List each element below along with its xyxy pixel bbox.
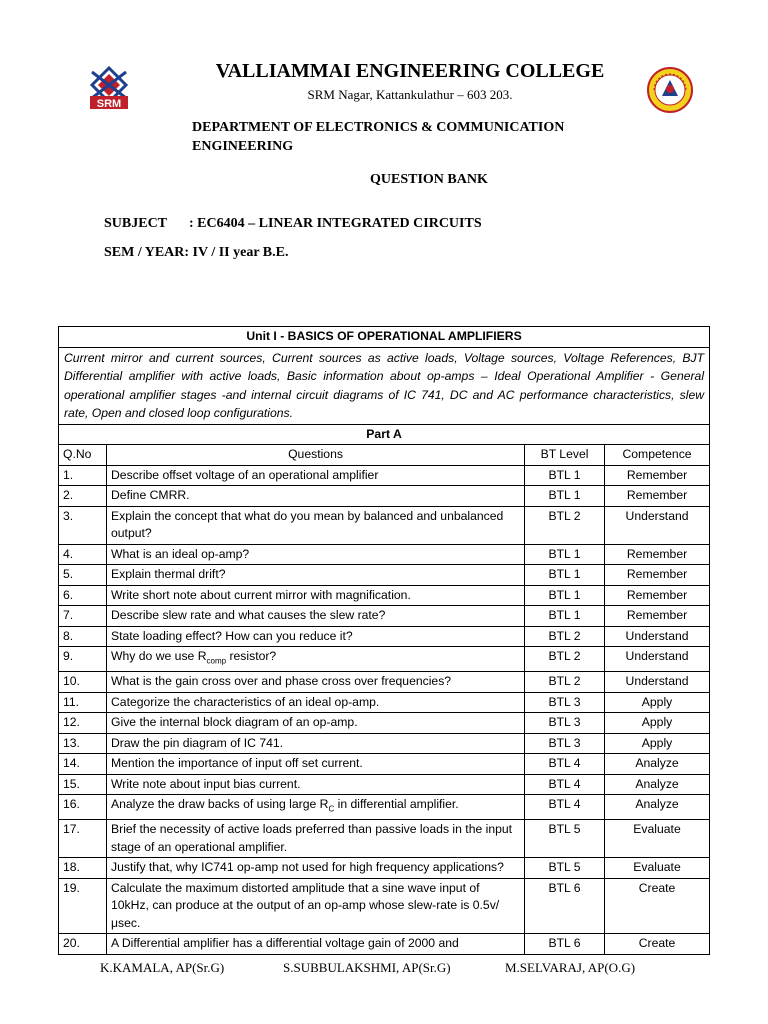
question-number: 15. <box>59 774 107 795</box>
bt-level: BTL 2 <box>525 506 605 544</box>
subscript: comp <box>206 656 227 666</box>
table-row <box>59 934 710 955</box>
question-number: 14. <box>59 754 107 775</box>
question-number: 3. <box>59 506 107 544</box>
table-row <box>59 820 710 858</box>
question-number: 8. <box>59 626 107 647</box>
college-name: VALLIAMMAI ENGINEERING COLLEGE <box>215 60 605 82</box>
col-header-competence: Competence <box>605 445 710 466</box>
question-number: 4. <box>59 544 107 565</box>
question-text: What is the gain cross over and phase cross over frequencies? <box>107 672 525 693</box>
competence: Analyze <box>605 795 710 820</box>
table-row <box>59 506 710 544</box>
table-row <box>59 672 710 693</box>
question-text: Draw the pin diagram of IC 741. <box>107 733 525 754</box>
competence: Understand <box>605 672 710 693</box>
table-row <box>59 626 710 647</box>
question-text-part: Why do we use R <box>111 649 207 664</box>
competence: Apply <box>605 713 710 734</box>
question-text: Write short note about current mirror with magnification. <box>107 585 525 606</box>
col-header-qno: Q.No <box>59 445 107 466</box>
subject-label: SUBJECT <box>104 216 168 231</box>
competence: Understand <box>605 647 710 672</box>
question-number: 10. <box>59 672 107 693</box>
unit-title: Unit I - BASICS OF OPERATIONAL AMPLIFIERS <box>59 327 710 348</box>
question-rows <box>59 465 710 954</box>
table-row <box>59 754 710 775</box>
question-text: Brief the necessity of active loads preferred than passive loads in the input stage of an operational amplifier. <box>107 820 525 858</box>
question-number: 17. <box>59 820 107 858</box>
table-row <box>59 606 710 627</box>
table-row <box>59 486 710 507</box>
table-row <box>59 465 710 486</box>
question-text: State loading effect? How can you reduce it? <box>107 626 525 647</box>
bt-level: BTL 6 <box>525 934 605 955</box>
table-row <box>59 585 710 606</box>
part-label: Part A <box>59 424 710 445</box>
question-text: Describe slew rate and what causes the slew rate? <box>107 606 525 627</box>
question-text: What is an ideal op-amp? <box>107 544 525 565</box>
question-number: 1. <box>59 465 107 486</box>
question-text: Calculate the maximum distorted amplitude that a sine wave input of 10kHz, can produce at the output of an op-amp whose slew-rate is 0.5v/μsec. <box>107 878 525 934</box>
competence: Remember <box>605 606 710 627</box>
competence: Apply <box>605 692 710 713</box>
unit-syllabus: Current mirror and current sources, Current sources as active loads, Voltage sources, Voltage References, BJT Differential amplifier with active loads, Basic information about op-amps – Ideal Operational Amplifier - General operational amplifier stages -and internal circuit diagrams of IC 741, DC and AC performance characteristics, slew rate, Open and closed loop configurations. <box>59 347 710 424</box>
question-table <box>58 326 710 955</box>
table-row <box>59 647 710 672</box>
bt-level: BTL 1 <box>525 465 605 486</box>
question-number: 11. <box>59 692 107 713</box>
competence: Remember <box>605 585 710 606</box>
competence: Evaluate <box>605 858 710 879</box>
bt-level: BTL 3 <box>525 733 605 754</box>
question-number: 16. <box>59 795 107 820</box>
srm-logo <box>86 66 132 110</box>
table-row <box>59 878 710 934</box>
question-text: Define CMRR. <box>107 486 525 507</box>
question-number: 9. <box>59 647 107 672</box>
question-text: Mention the importance of input off set current. <box>107 754 525 775</box>
bt-level: BTL 5 <box>525 820 605 858</box>
bt-level: BTL 2 <box>525 626 605 647</box>
question-text: Justify that, why IC741 op-amp not used for high frequency applications? <box>107 858 525 879</box>
competence: Analyze <box>605 774 710 795</box>
question-text <box>107 647 525 672</box>
col-header-questions: Questions <box>107 445 525 466</box>
syllabus-row <box>59 347 710 424</box>
competence: Evaluate <box>605 820 710 858</box>
unit-title-row <box>59 327 710 348</box>
question-text: Explain thermal drift? <box>107 565 525 586</box>
question-text: Describe offset voltage of an operational amplifier <box>107 465 525 486</box>
competence: Create <box>605 934 710 955</box>
question-text: Write note about input bias current. <box>107 774 525 795</box>
table-row <box>59 713 710 734</box>
competence: Remember <box>605 565 710 586</box>
competence: Understand <box>605 626 710 647</box>
bt-level: BTL 1 <box>525 565 605 586</box>
department-line-1: DEPARTMENT OF ELECTRONICS & COMMUNICATION <box>192 120 565 135</box>
question-number: 7. <box>59 606 107 627</box>
doc-type: QUESTION BANK <box>370 172 488 187</box>
bt-level: BTL 3 <box>525 713 605 734</box>
header-row <box>59 445 710 466</box>
competence: Create <box>605 878 710 934</box>
bt-level: BTL 3 <box>525 692 605 713</box>
bt-level: BTL 5 <box>525 858 605 879</box>
question-number: 12. <box>59 713 107 734</box>
bt-level: BTL 4 <box>525 754 605 775</box>
author-2: S.SUBBULAKSHMI, AP(Sr.G) <box>283 960 451 975</box>
question-number: 5. <box>59 565 107 586</box>
srm-logo-text: SRM <box>96 98 122 110</box>
table-row <box>59 795 710 820</box>
bt-level: BTL 2 <box>525 647 605 672</box>
table-row <box>59 774 710 795</box>
table-row <box>59 692 710 713</box>
department <box>192 118 564 156</box>
question-text-part: resistor? <box>226 649 277 664</box>
question-text: Categorize the characteristics of an ideal op-amp. <box>107 692 525 713</box>
question-number: 6. <box>59 585 107 606</box>
question-text-part: in differential amplifier. <box>334 797 459 812</box>
competence: Apply <box>605 733 710 754</box>
bt-level: BTL 1 <box>525 486 605 507</box>
bt-level: BTL 4 <box>525 774 605 795</box>
table-row <box>59 858 710 879</box>
sem-year: SEM / YEAR: IV / II year B.E. <box>104 245 289 260</box>
competence: Remember <box>605 465 710 486</box>
bt-level: BTL 1 <box>525 585 605 606</box>
competence: Remember <box>605 544 710 565</box>
question-text: Give the internal block diagram of an op-amp. <box>107 713 525 734</box>
author-1: K.KAMALA, AP(Sr.G) <box>100 960 225 975</box>
table-row <box>59 565 710 586</box>
question-number: 2. <box>59 486 107 507</box>
question-text-part: Analyze the draw backs of using large R <box>111 797 329 812</box>
competence: Remember <box>605 486 710 507</box>
question-text: A Differential amplifier has a differential voltage gain of 2000 and <box>107 934 525 955</box>
department-line-2: ENGINEERING <box>192 139 294 154</box>
part-row <box>59 424 710 445</box>
col-header-bt-level: BT Level <box>525 445 605 466</box>
question-number: 13. <box>59 733 107 754</box>
competence: Analyze <box>605 754 710 775</box>
table-row <box>59 544 710 565</box>
bt-level: BTL 6 <box>525 878 605 934</box>
subscript: C <box>328 804 335 814</box>
competence: Understand <box>605 506 710 544</box>
question-text <box>107 795 525 820</box>
author-3: M.SELVARAJ, AP(O.G) <box>505 960 636 975</box>
subject-value: : EC6404 – LINEAR INTEGRATED CIRCUITS <box>189 216 482 231</box>
table-row <box>59 733 710 754</box>
college-address: SRM Nagar, Kattankulathur – 603 203. <box>307 87 513 102</box>
question-number: 18. <box>59 858 107 879</box>
question-text: Explain the concept that what do you mean by balanced and unbalanced output? <box>107 506 525 544</box>
question-number: 19. <box>59 878 107 934</box>
bt-level: BTL 1 <box>525 606 605 627</box>
bt-level: BTL 1 <box>525 544 605 565</box>
question-number: 20. <box>59 934 107 955</box>
bt-level: BTL 2 <box>525 672 605 693</box>
subject-line <box>104 216 482 232</box>
bt-level: BTL 4 <box>525 795 605 820</box>
